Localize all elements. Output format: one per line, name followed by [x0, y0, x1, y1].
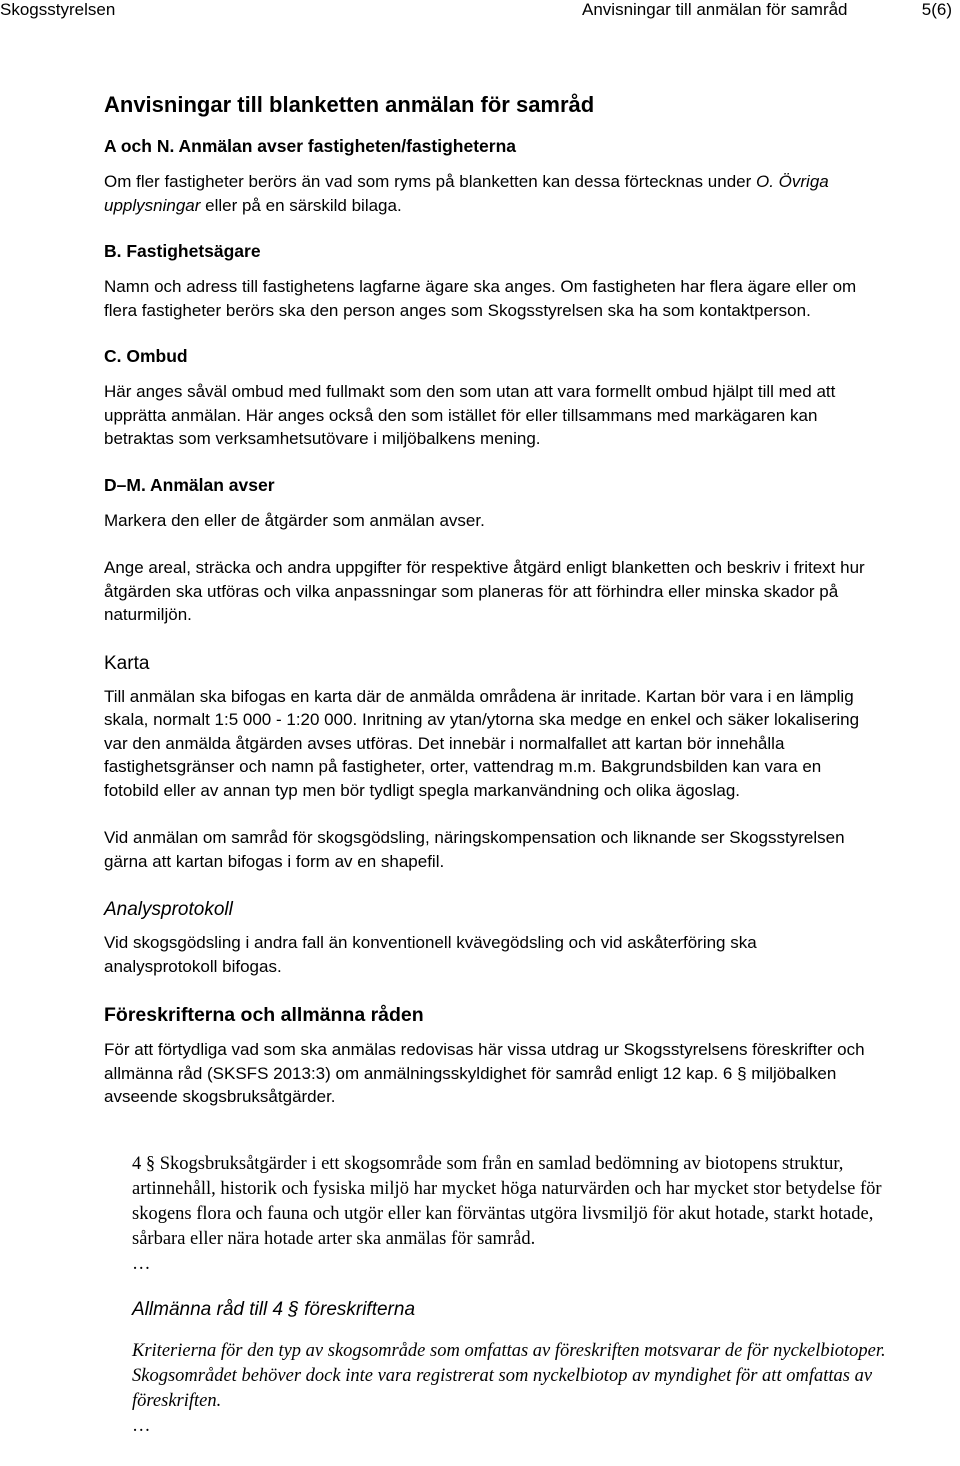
ellipsis-2: … — [132, 1416, 151, 1436]
section-a-n-text-part-1: Om fler fastigheter berörs än vad som ryms på blanketten kan dessa förtecknas under — [104, 172, 752, 191]
section-d-m-title: D–M. Anmälan avser — [104, 474, 275, 495]
section-a-n-text — [104, 170, 874, 217]
section-b-text: Namn och adress till fastighetens lagfarne ägare ska anges. Om fastigheten har flera ägare eller om flera fastigheter berörs ska den person anges som Skogsstyrelsen ska ha som kontaktperson. — [104, 277, 857, 320]
ellipsis-1: … — [132, 1254, 151, 1274]
section-karta-title: Karta — [104, 652, 150, 674]
section-a-n-title: A och N. Anmälan avser fastigheten/fastigheterna — [104, 136, 517, 156]
section-b-title: B. Fastighetsägare — [104, 241, 261, 261]
regulation-excerpt — [132, 1152, 892, 1439]
general-advice-text: Kriterierna för den typ av skogsområde som omfattas av föreskriften motsvarar de för nyckelbiotoper. Skogsområdet behöver dock inte vara registrerat som nyckelbiotop av myndighet för att omfattas av föreskriften. — [132, 1341, 886, 1411]
header-page-number: 5(6) — [921, 0, 952, 19]
document-title: Anvisningar till blanketten anmälan för samråd — [104, 92, 595, 117]
section-d-m-text-1: Markera den eller de åtgärder som anmälan avser. — [104, 510, 485, 530]
section-karta-text-2: Vid anmälan om samråd för skogsgödsling, näringskompensation och liknande ser Skogsstyrelsen gärna att kartan bifogas i form av en shapefil. — [104, 828, 845, 871]
section-a-n-reference: O. Övriga upplysningar — [104, 172, 829, 215]
section-c-text: Här anges såväl ombud med fullmakt som den som utan att vara formellt ombud hjälpt till med att upprätta anmälan. Här anges också den som istället för eller tillsammans med markägaren kan betraktas som verksamhetsutövare i miljöbalkens mening. — [104, 382, 836, 448]
section-a-n-text-part-2: eller på en särskild bilaga. — [200, 195, 402, 215]
regulation-paragraph: 4 § Skogsbruksåtgärder i ett skogsområde som från en samlad bedömning av biotopens struktur, artinnehåll, historik och fysiska miljö har mycket höga naturvärden och har mycket stor betydelse för skogens flora och fauna och utgör eller kan förväntas utgöra livsmiljö för akut hotade, starkt hotade, sårbara eller nära hotade arter ska anmälas för samråd. — [132, 1154, 882, 1249]
document-body — [104, 90, 874, 1133]
section-analys-text: Vid skogsgödsling i andra fall än konventionell kvävegödsling och vid askåterföring ska analysprotokoll bifogas. — [104, 933, 757, 976]
section-analys-title: Analysprotokoll — [104, 899, 233, 920]
header-organization: Skogsstyrelsen — [0, 0, 116, 19]
page-header — [0, 0, 960, 26]
section-foreskrifter-title: Föreskrifterna och allmänna råden — [104, 1004, 424, 1026]
header-document-title: Anvisningar till anmälan för samråd — [582, 0, 848, 19]
general-advice-title: Allmänna råd till 4 § föreskrifterna — [132, 1299, 416, 1320]
section-foreskrifter-text: För att förtydliga vad som ska anmälas redovisas här vissa utdrag ur Skogsstyrelsens föreskrifter och allmänna råd (SKSFS 2013:3) om anmälningsskyldighet för samråd enligt 12 kap. 6 § miljöbalken avseende skogsbruksåtgärder. — [104, 1040, 865, 1106]
section-karta-text-1: Till anmälan ska bifogas en karta där de anmälda områdena är inritade. Kartan bör vara i en lämplig skala, normalt 1:5 000 - 1:20 000. Inritning av ytan/ytorna ska medge en enkel och säker lokalisering var den anmälda åtgärden avses utföras. Det innebär i normalfallet att kartan bör innehålla fastighetsgränser och namn på fastigheter, orter, vattendrag m.m. Bakgrundsbilden kan vara en fotobild eller av annan typ men bör tydligt spegla markanvändning och olika ägoslag. — [104, 686, 860, 800]
section-d-m-text-2: Ange areal, sträcka och andra uppgifter för respektive åtgärd enligt blanketten och beskriv i fritext hur åtgärden ska utföras och vilka anpassningar som planeras för att förhindra eller minska skador på naturmiljön. — [104, 558, 865, 624]
section-c-title: C. Ombud — [104, 346, 188, 366]
